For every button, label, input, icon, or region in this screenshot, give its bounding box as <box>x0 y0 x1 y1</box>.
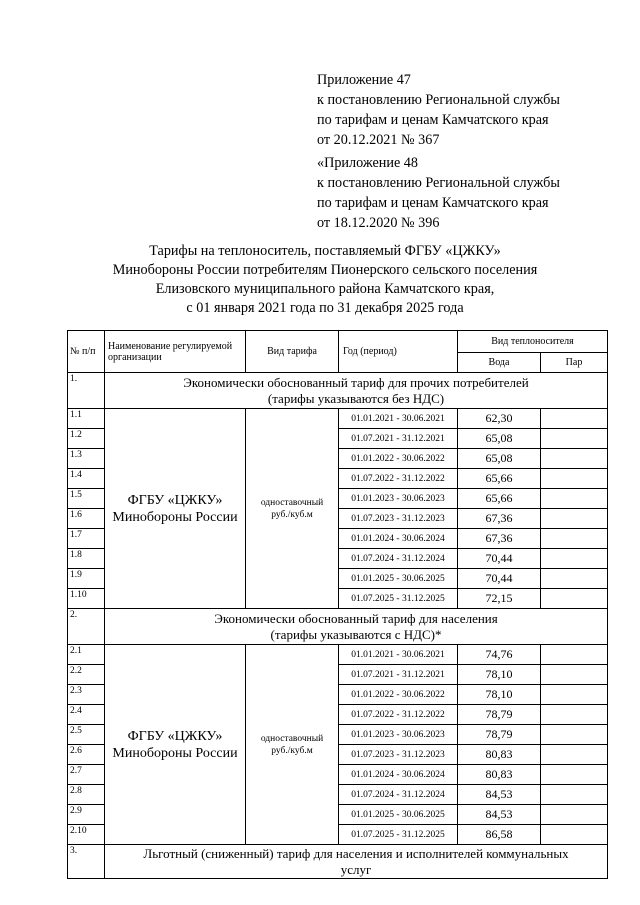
document-title <box>60 242 590 318</box>
period-cell: 01.07.2025 - 31.12.2025 <box>339 825 458 845</box>
steam-value-cell <box>541 825 608 845</box>
period-cell: 01.07.2024 - 31.12.2024 <box>339 785 458 805</box>
row-number: 2.3 <box>68 685 105 705</box>
water-value-cell: 78,79 <box>458 705 541 725</box>
annex-line: от 20.12.2021 № 367 <box>317 132 440 148</box>
section-header-row <box>68 373 608 409</box>
title-line: Тарифы на теплоноситель, поставляемый ФГБУ «ЦЖКУ» <box>149 243 501 259</box>
header-period: Год (период) <box>339 331 458 373</box>
steam-value-cell <box>541 745 608 765</box>
period-cell: 01.01.2022 - 30.06.2022 <box>339 449 458 469</box>
annex-line: по тарифам и ценам Камчатского края <box>317 195 549 211</box>
row-number: 1.4 <box>68 469 105 489</box>
tariff-unit-line: руб./куб.м <box>271 745 313 756</box>
steam-value-cell <box>541 549 608 569</box>
annex-line: от 18.12.2020 № 396 <box>317 215 440 231</box>
water-value-cell: 84,53 <box>458 805 541 825</box>
row-number: 2.10 <box>68 825 105 845</box>
water-value-cell: 67,36 <box>458 529 541 549</box>
header-tariff-type: Вид тарифа <box>246 331 339 373</box>
annex-current-block <box>317 70 560 150</box>
header-org: Наименование регулируемой организации <box>105 331 246 373</box>
period-cell: 01.01.2025 - 30.06.2025 <box>339 569 458 589</box>
title-line: с 01 января 2021 года по 31 декабря 2025 года <box>186 300 464 316</box>
water-value-cell: 65,66 <box>458 489 541 509</box>
water-value-cell: 65,08 <box>458 429 541 449</box>
period-cell: 01.01.2022 - 30.06.2022 <box>339 685 458 705</box>
section-header-row <box>68 845 608 879</box>
steam-value-cell <box>541 705 608 725</box>
annex-line: к постановлению Региональной службы <box>317 92 560 108</box>
tariff-kind-line: одноставочный <box>260 497 324 508</box>
row-number: 2.7 <box>68 765 105 785</box>
steam-value-cell <box>541 569 608 589</box>
organization-cell: ФГБУ «ЦЖКУ» Минобороны России <box>105 645 246 845</box>
header-carrier: Вид теплоносителя <box>458 331 608 353</box>
annex-line: к постановлению Региональной службы <box>317 175 560 191</box>
period-cell: 01.07.2025 - 31.12.2025 <box>339 589 458 609</box>
period-cell: 01.07.2024 - 31.12.2024 <box>339 549 458 569</box>
row-number: 1.9 <box>68 569 105 589</box>
period-cell: 01.01.2023 - 30.06.2023 <box>339 725 458 745</box>
tariff-table <box>67 330 608 879</box>
period-cell: 01.07.2021 - 31.12.2021 <box>339 429 458 449</box>
table-row <box>68 645 608 665</box>
annex-previous-block <box>317 153 560 233</box>
steam-value-cell <box>541 489 608 509</box>
steam-value-cell <box>541 529 608 549</box>
row-number: 2.8 <box>68 785 105 805</box>
section-title-line: (тарифы указываются с НДС)* <box>270 626 442 642</box>
row-number: 1.6 <box>68 509 105 529</box>
row-number: 1.3 <box>68 449 105 469</box>
water-value-cell: 70,44 <box>458 569 541 589</box>
annex-line: «Приложение 48 <box>317 155 418 171</box>
period-cell: 01.07.2021 - 31.12.2021 <box>339 665 458 685</box>
row-number: 2.2 <box>68 665 105 685</box>
period-cell: 01.01.2024 - 30.06.2024 <box>339 765 458 785</box>
steam-value-cell <box>541 785 608 805</box>
water-value-cell: 65,66 <box>458 469 541 489</box>
row-number: 2.9 <box>68 805 105 825</box>
steam-value-cell <box>541 429 608 449</box>
section-title-line: Экономически обоснованный тариф для населения <box>214 610 498 626</box>
section-number: 1. <box>68 373 105 409</box>
row-number: 2.5 <box>68 725 105 745</box>
water-value-cell: 70,44 <box>458 549 541 569</box>
section-title-line: Экономически обоснованный тариф для прочих потребителей <box>183 374 529 390</box>
tariff-unit-line: руб./куб.м <box>271 509 313 520</box>
period-cell: 01.07.2022 - 31.12.2022 <box>339 705 458 725</box>
water-value-cell: 80,83 <box>458 765 541 785</box>
row-number: 2.6 <box>68 745 105 765</box>
period-cell: 01.01.2025 - 30.06.2025 <box>339 805 458 825</box>
section-number: 3. <box>68 845 105 879</box>
tariff-table-body <box>68 373 608 879</box>
water-value-cell: 78,79 <box>458 725 541 745</box>
period-cell: 01.01.2021 - 30.06.2021 <box>339 409 458 429</box>
water-value-cell: 80,83 <box>458 745 541 765</box>
steam-value-cell <box>541 685 608 705</box>
section-title <box>105 373 608 409</box>
table-row <box>68 409 608 429</box>
water-value-cell: 67,36 <box>458 509 541 529</box>
annex-line: по тарифам и ценам Камчатского края <box>317 112 549 128</box>
period-cell: 01.01.2024 - 30.06.2024 <box>339 529 458 549</box>
title-line: Елизовского муниципального района Камчатского края, <box>155 281 495 297</box>
water-value-cell: 78,10 <box>458 685 541 705</box>
row-number: 1.2 <box>68 429 105 449</box>
steam-value-cell <box>541 409 608 429</box>
steam-value-cell <box>541 645 608 665</box>
period-cell: 01.07.2022 - 31.12.2022 <box>339 469 458 489</box>
tariff-kind-cell <box>246 409 339 609</box>
row-number: 1.1 <box>68 409 105 429</box>
water-value-cell: 86,58 <box>458 825 541 845</box>
row-number: 1.8 <box>68 549 105 569</box>
row-number: 1.10 <box>68 589 105 609</box>
row-number: 2.4 <box>68 705 105 725</box>
period-cell: 01.01.2021 - 30.06.2021 <box>339 645 458 665</box>
tariff-kind-line: одноставочный <box>260 733 324 744</box>
steam-value-cell <box>541 765 608 785</box>
water-value-cell: 62,30 <box>458 409 541 429</box>
period-cell: 01.07.2023 - 31.12.2023 <box>339 509 458 529</box>
organization-cell: ФГБУ «ЦЖКУ» Минобороны России <box>105 409 246 609</box>
section-title-line: услуг <box>340 861 372 877</box>
annex-line: Приложение 47 <box>317 72 411 88</box>
section-header-row <box>68 609 608 645</box>
steam-value-cell <box>541 805 608 825</box>
period-cell: 01.07.2023 - 31.12.2023 <box>339 745 458 765</box>
steam-value-cell <box>541 725 608 745</box>
header-water: Вода <box>458 353 541 373</box>
section-title-line: (тарифы указываются без НДС) <box>267 390 445 406</box>
section-number: 2. <box>68 609 105 645</box>
tariff-kind-cell <box>246 645 339 845</box>
section-title <box>105 609 608 645</box>
water-value-cell: 72,15 <box>458 589 541 609</box>
steam-value-cell <box>541 449 608 469</box>
section-title <box>105 845 608 879</box>
title-line: Минобороны России потребителям Пионерского сельского поселения <box>112 262 538 278</box>
period-cell: 01.01.2023 - 30.06.2023 <box>339 489 458 509</box>
header-num: № п/п <box>68 331 105 373</box>
steam-value-cell <box>541 589 608 609</box>
row-number: 2.1 <box>68 645 105 665</box>
row-number: 1.7 <box>68 529 105 549</box>
section-title-line: Льготный (сниженный) тариф для населения и исполнителей коммунальных <box>143 845 569 861</box>
steam-value-cell <box>541 665 608 685</box>
steam-value-cell <box>541 469 608 489</box>
water-value-cell: 84,53 <box>458 785 541 805</box>
steam-value-cell <box>541 509 608 529</box>
water-value-cell: 65,08 <box>458 449 541 469</box>
header-steam: Пар <box>541 353 608 373</box>
water-value-cell: 78,10 <box>458 665 541 685</box>
row-number: 1.5 <box>68 489 105 509</box>
water-value-cell: 74,76 <box>458 645 541 665</box>
